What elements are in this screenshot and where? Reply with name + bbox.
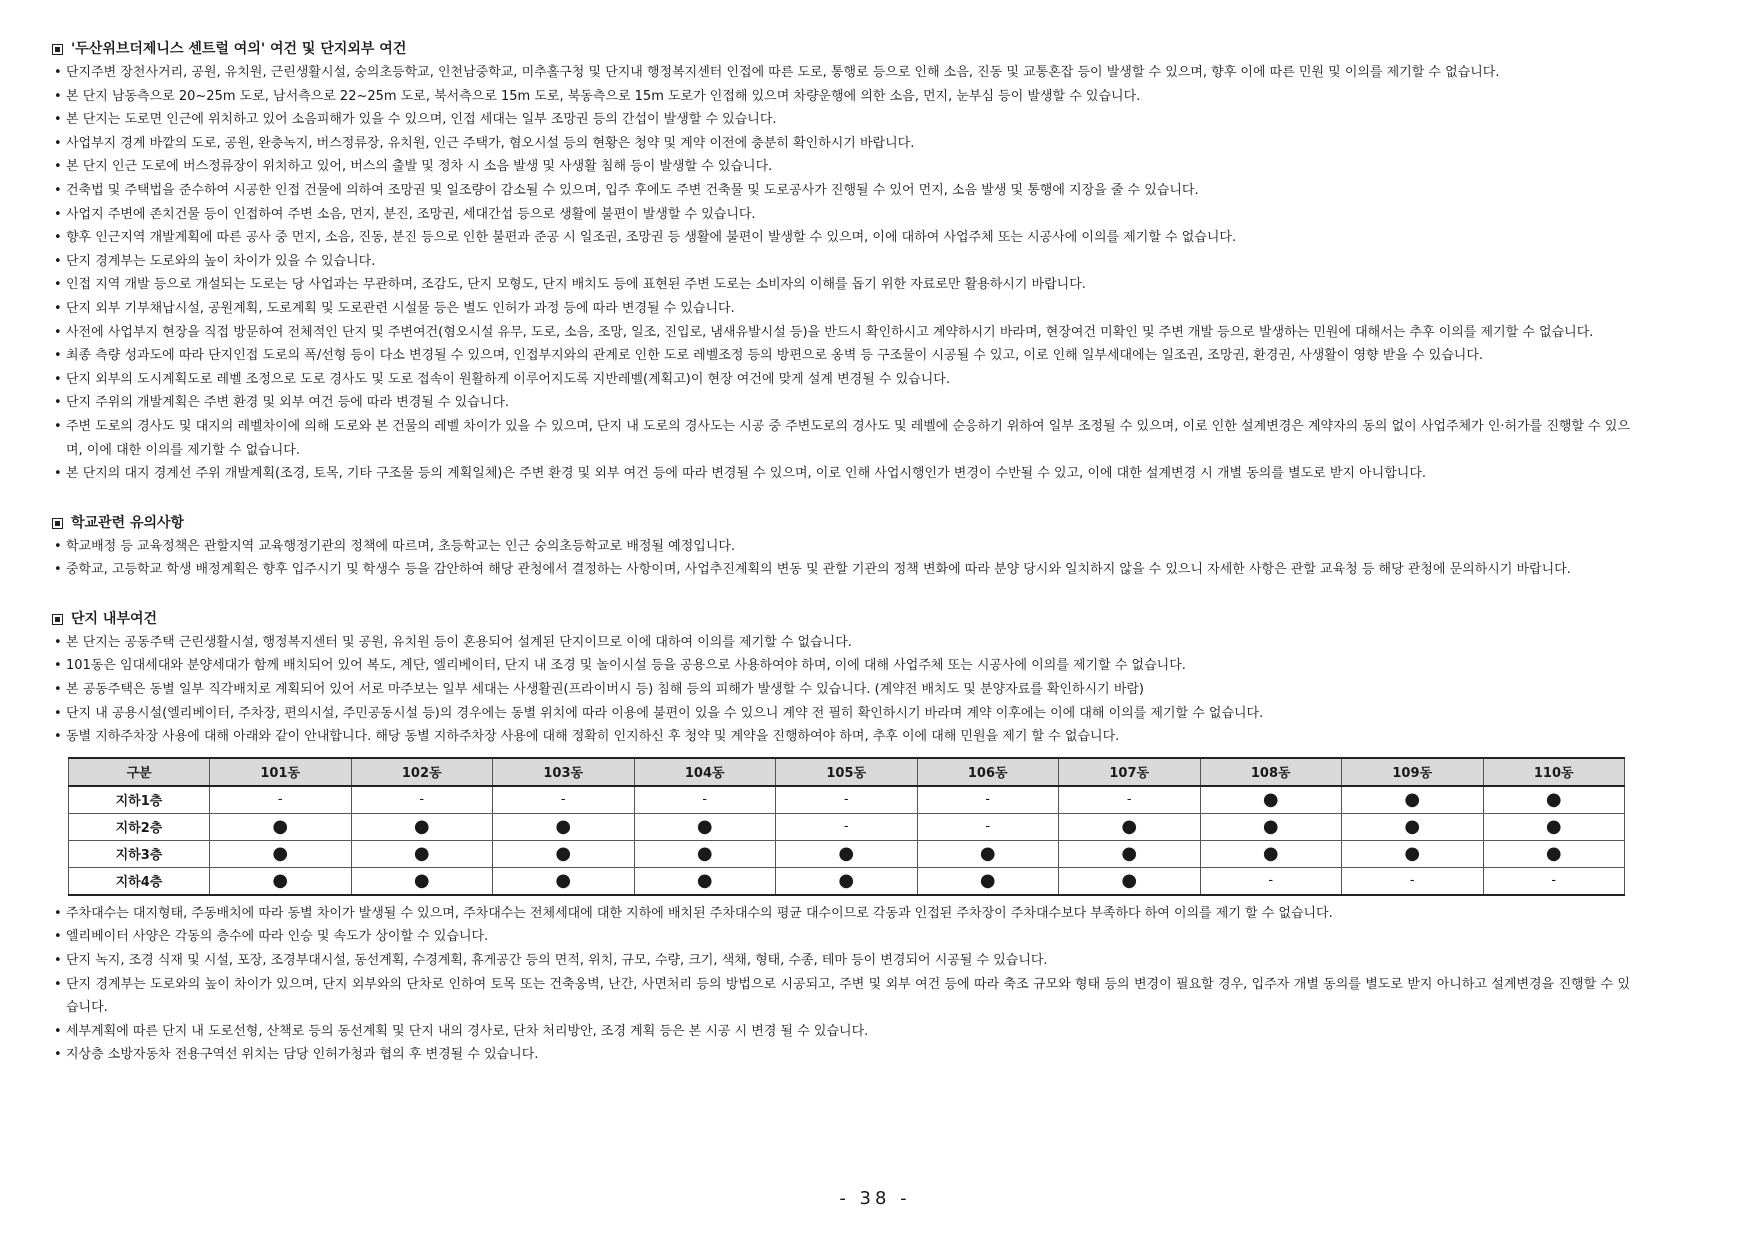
table-cell-unavailable: - [917, 786, 1059, 814]
table-cell-unavailable: - [493, 786, 635, 814]
table-cell-unavailable: - [210, 786, 352, 814]
table-cell-available: ● [210, 840, 352, 867]
section-title-text: '두산위브더제니스 센트럴 여의' 여건 및 단지외부 여건 [71, 41, 407, 57]
table-cell-available: ● [776, 840, 918, 867]
list-item: • 본 단지 남동측으로 20~25m 도로, 남서측으로 22~25m 도로, 북서측으로 15m 도로, 북동측으로 15m 도로가 인접해 있으며 차량운행에 의한 소음, 먼지, 눈부심 등이 발생할 수 있습니다. [52, 85, 1630, 109]
table-header-label: 구분 [69, 758, 210, 786]
table-cell-available: ● [1059, 840, 1201, 867]
row-label: 지하2층 [69, 813, 210, 840]
page-number: - 38 - [839, 1188, 911, 1209]
table-cell-available: ● [493, 840, 635, 867]
document-page [52, 38, 1630, 1093]
bullet-list [52, 61, 1630, 486]
table-cell-available: ● [351, 840, 493, 867]
list-item: • 단지 내 공용시설(엘리베이터, 주차장, 편의시설, 주민공동시설 등)의 경우에는 동별 위치에 따라 이용에 불편이 있을 수 있으니 계약 전 필히 확인하시기 바라며 계약 이후에는 이에 대해 이의를 제기할 수 없습니다. [52, 702, 1630, 726]
list-item: • 사업지 주변에 존치건물 등이 인접하여 주변 소음, 먼지, 분진, 조망권, 세대간섭 등으로 생활에 불편이 발생할 수 있습니다. [52, 203, 1630, 227]
section-title [52, 38, 1630, 61]
table-cell-available: ● [1483, 786, 1625, 814]
square-bullet-icon [52, 518, 63, 529]
list-item: • 101동은 임대세대와 분양세대가 함께 배치되어 있어 복도, 계단, 엘리베이터, 단지 내 조경 및 놀이시설 등을 공용으로 사용하여야 하며, 이에 대해 사업주체 또는 시공사에 이의를 제기할 수 없습니다. [52, 654, 1630, 678]
table-cell-available: ● [1200, 813, 1342, 840]
list-item: • 건축법 및 주택법을 준수하여 시공한 인접 건물에 의하여 조망권 및 일조량이 감소될 수 있으며, 입주 후에도 주변 건축물 및 도로공사가 진행될 수 있어 먼지, 소음 발생 및 통행에 지장을 줄 수 있습니다. [52, 179, 1630, 203]
section-school-notes [52, 512, 1630, 582]
table-cell-available: ● [776, 867, 918, 895]
list-item: • 단지주변 장천사거리, 공원, 유치원, 근린생활시설, 숭의초등학교, 인천남중학교, 미추홀구청 및 단지내 행정복지센터 인접에 따른 도로, 통행로 등으로 인해 소음, 진동 및 교통혼잡 등이 발생할 수 있으며, 향후 이에 따른 민원 및 이의를 제기할 수 없습니다. [52, 61, 1630, 85]
list-item: • 본 단지의 대지 경계선 주위 개발계획(조경, 토목, 기타 구조물 등의 계획일체)은 주변 환경 및 외부 여건 등에 따라 변경될 수 있으며, 이로 인해 사업시행인가 변경이 수반될 수 있고, 이에 대한 설계변경 시 개별 동의를 별도로 받지 아니합니다. [52, 462, 1630, 486]
list-item: • 주변 도로의 경사도 및 대지의 레벨차이에 의해 도로와 본 건물의 레벨 차이가 있을 수 있으며, 단지 내 도로의 경사도는 시공 중 주변도로의 경사도 및 레벨에 순응하기 위하여 일부 조정될 수 있으며, 이로 인한 설계변경은 계약자의 동의 없이 사업주체가 인·허가를 진행할 수 있으며, 이에 대한 이의를 제기할 수 없습니다. [52, 415, 1630, 462]
list-item: • 본 단지 인근 도로에 버스정류장이 위치하고 있어, 버스의 출발 및 정차 시 소음 발생 및 사생활 침해 등이 발생할 수 있습니다. [52, 155, 1630, 179]
table-cell-available: ● [1483, 813, 1625, 840]
bullet-list [52, 535, 1630, 582]
table-cell-available: ● [493, 813, 635, 840]
table-cell-unavailable: - [776, 813, 918, 840]
table-cell-available: ● [1342, 786, 1484, 814]
list-item: • 사전에 사업부지 현장을 직접 방문하여 전체적인 단지 및 주변여건(혐오시설 유무, 도로, 소음, 조망, 일조, 진입로, 냄새유발시설 등)을 반드시 확인하시고 계약하시기 바라며, 현장여건 미확인 및 주변 개발 등으로 발생하는 민원에 대해서는 추후 이의를 제기할 수 없습니다. [52, 321, 1630, 345]
table-header-building: 109동 [1342, 758, 1484, 786]
section-title [52, 512, 1630, 535]
table-cell-unavailable: - [917, 813, 1059, 840]
table-header-building: 101동 [210, 758, 352, 786]
table-cell-available: ● [210, 867, 352, 895]
row-label: 지하1층 [69, 786, 210, 814]
table-header-building: 102동 [351, 758, 493, 786]
list-item: • 학교배정 등 교육정책은 관할지역 교육행정기관의 정책에 따르며, 초등학교는 인근 숭의초등학교로 배정될 예정입니다. [52, 535, 1630, 559]
square-bullet-icon [52, 614, 63, 625]
table-header-building: 105동 [776, 758, 918, 786]
table-cell-available: ● [634, 867, 776, 895]
parking-table [68, 757, 1625, 896]
list-item: • 본 단지는 도로면 인근에 위치하고 있어 소음피해가 있을 수 있으며, 인접 세대는 일부 조망권 등의 간섭이 발생할 수 있습니다. [52, 108, 1630, 132]
list-item: • 중학교, 고등학교 학생 배정계획은 향후 입주시기 및 학생수 등을 감안하여 해당 관청에서 결정하는 사항이며, 사업추진계획의 변동 및 관할 기관의 정책 변화에 따라 분양 당시와 일치하지 않을 수 있으니 자세한 사항은 관할 교육청 등 해당 관청에 문의하시기 바랍니다. [52, 558, 1630, 582]
table-cell-unavailable: - [1483, 867, 1625, 895]
row-label: 지하3층 [69, 840, 210, 867]
list-item: • 인접 지역 개발 등으로 개설되는 도로는 당 사업과는 무관하며, 조감도, 단지 모형도, 단지 배치도 등에 표현된 주변 도로는 소비자의 이해를 돕기 위한 자료로만 활용하시기 바랍니다. [52, 273, 1630, 297]
table-cell-available: ● [1483, 840, 1625, 867]
table-cell-available: ● [210, 813, 352, 840]
list-item: • 최종 측량 성과도에 따라 단지인접 도로의 폭/선형 등이 다소 변경될 수 있으며, 인접부지와의 관계로 인한 도로 레벨조정 등의 방편으로 옹벽 등 구조물이 시공될 수 있고, 이로 인해 일부세대에는 일조권, 조망권, 환경권, 사생활이 영향 받을 수 있습니다. [52, 344, 1630, 368]
table-row [69, 867, 1625, 895]
table-cell-available: ● [1342, 840, 1484, 867]
section-title-text: 학교관련 유의사항 [71, 514, 185, 531]
list-item: • 세부계획에 따른 단지 내 도로선형, 산책로 등의 동선계획 및 단지 내의 경사로, 단차 처리방안, 조경 계획 등은 본 시공 시 변경 될 수 있습니다. [52, 1020, 1630, 1044]
list-item: • 본 단지는 공동주택 근린생활시설, 행정복지센터 및 공원, 유치원 등이 혼용되어 설계된 단지이므로 이에 대하여 이의를 제기할 수 없습니다. [52, 631, 1630, 655]
table-cell-available: ● [351, 813, 493, 840]
table-cell-unavailable: - [1342, 867, 1484, 895]
list-item: • 지상층 소방자동차 전용구역선 위치는 담당 인허가청과 협의 후 변경될 수 있습니다. [52, 1043, 1630, 1067]
square-bullet-icon [52, 44, 63, 55]
table-row [69, 786, 1625, 814]
table-header-building: 107동 [1059, 758, 1201, 786]
table-header-building: 110동 [1483, 758, 1625, 786]
list-item: • 주차대수는 대지형태, 주동배치에 따라 동별 차이가 발생될 수 있으며, 주차대수는 전체세대에 대한 지하에 배치된 주차대수의 평균 대수이므로 각동과 인접된 주차장이 주차대수보다 부족하다 하여 이의를 제기 할 수 없습니다. [52, 902, 1630, 926]
table-cell-available: ● [1342, 813, 1484, 840]
table-cell-available: ● [493, 867, 635, 895]
list-item: • 본 공동주택은 동별 일부 직각배치로 계획되어 있어 서로 마주보는 일부 세대는 사생활권(프라이버시 등) 침해 등의 피해가 발생할 수 있습니다. (계약전 배치도 및 분양자료를 확인하시기 바람) [52, 678, 1630, 702]
table-header-building: 103동 [493, 758, 635, 786]
section-internal-conditions [52, 608, 1630, 1067]
table-cell-available: ● [1059, 867, 1201, 895]
table-header-row [69, 758, 1625, 786]
table-cell-unavailable: - [634, 786, 776, 814]
section-title [52, 608, 1630, 631]
list-item: • 향후 인근지역 개발계획에 따른 공사 중 먼지, 소음, 진동, 분진 등으로 인한 불편과 준공 시 일조권, 조망권 등 생활에 불편이 발생할 수 있으며, 이에 대하여 사업주체 또는 시공사에 이의를 제기할 수 없습니다. [52, 226, 1630, 250]
table-cell-available: ● [351, 867, 493, 895]
table-cell-available: ● [1200, 840, 1342, 867]
table-cell-available: ● [917, 867, 1059, 895]
table-cell-available: ● [1059, 813, 1201, 840]
table-header-building: 106동 [917, 758, 1059, 786]
list-item: • 단지 녹지, 조경 식재 및 시설, 포장, 조경부대시설, 동선계획, 수경계획, 휴게공간 등의 면적, 위치, 규모, 수량, 크기, 색채, 형태, 수종, 테마 등이 변경되어 시공될 수 있습니다. [52, 949, 1630, 973]
list-item: • 단지 주위의 개발계획은 주변 환경 및 외부 여건 등에 따라 변경될 수 있습니다. [52, 391, 1630, 415]
table-cell-available: ● [634, 813, 776, 840]
table-cell-available: ● [1200, 786, 1342, 814]
list-item: • 단지 경계부는 도로와의 높이 차이가 있으며, 단지 외부와의 단차로 인하여 토목 또는 건축옹벽, 난간, 사면처리 등의 방법으로 시공되고, 주변 및 외부 여건 등에 따라 축조 규모와 형태 등의 변경이 필요할 경우, 입주자 개별 동의를 별도로 받지 아니하고 설계변경을 진행할 수 있습니다. [52, 973, 1630, 1020]
table-cell-unavailable: - [351, 786, 493, 814]
table-header-building: 104동 [634, 758, 776, 786]
list-item: • 동별 지하주차장 사용에 대해 아래와 같이 안내합니다. 해당 동별 지하주차장 사용에 대해 정확히 인지하신 후 청약 및 계약을 진행하여야 하며, 추후 이에 대해 민원을 제기 할 수 없습니다. [52, 725, 1630, 749]
row-label: 지하4층 [69, 867, 210, 895]
section-title-text: 단지 내부여건 [71, 610, 158, 627]
table-header-building: 108동 [1200, 758, 1342, 786]
table-cell-unavailable: - [1200, 867, 1342, 895]
table-row [69, 813, 1625, 840]
table-cell-unavailable: - [776, 786, 918, 814]
table-cell-available: ● [917, 840, 1059, 867]
list-item: • 단지 외부 기부채납시설, 공원계획, 도로계획 및 도로관련 시설물 등은 별도 인허가 과정 등에 따라 변경될 수 있습니다. [52, 297, 1630, 321]
table-cell-available: ● [634, 840, 776, 867]
list-item: • 사업부지 경계 바깥의 도로, 공원, 완충녹지, 버스정류장, 유치원, 인근 주택가, 혐오시설 등의 현황은 청약 및 계약 이전에 충분히 확인하시기 바랍니다. [52, 132, 1630, 156]
list-item: • 엘리베이터 사양은 각동의 층수에 따라 인승 및 속도가 상이할 수 있습니다. [52, 925, 1630, 949]
list-item: • 단지 외부의 도시계획도로 레벨 조정으로 도로 경사도 및 도로 접속이 원활하게 이루어지도록 지반레벨(계획고)이 현장 여건에 맞게 설계 변경될 수 있습니다. [52, 368, 1630, 392]
bullet-list [52, 902, 1630, 1067]
bullet-list [52, 631, 1630, 749]
table-row [69, 840, 1625, 867]
list-item: • 단지 경계부는 도로와의 높이 차이가 있을 수 있습니다. [52, 250, 1630, 274]
section-external-conditions [52, 38, 1630, 486]
table-cell-unavailable: - [1059, 786, 1201, 814]
